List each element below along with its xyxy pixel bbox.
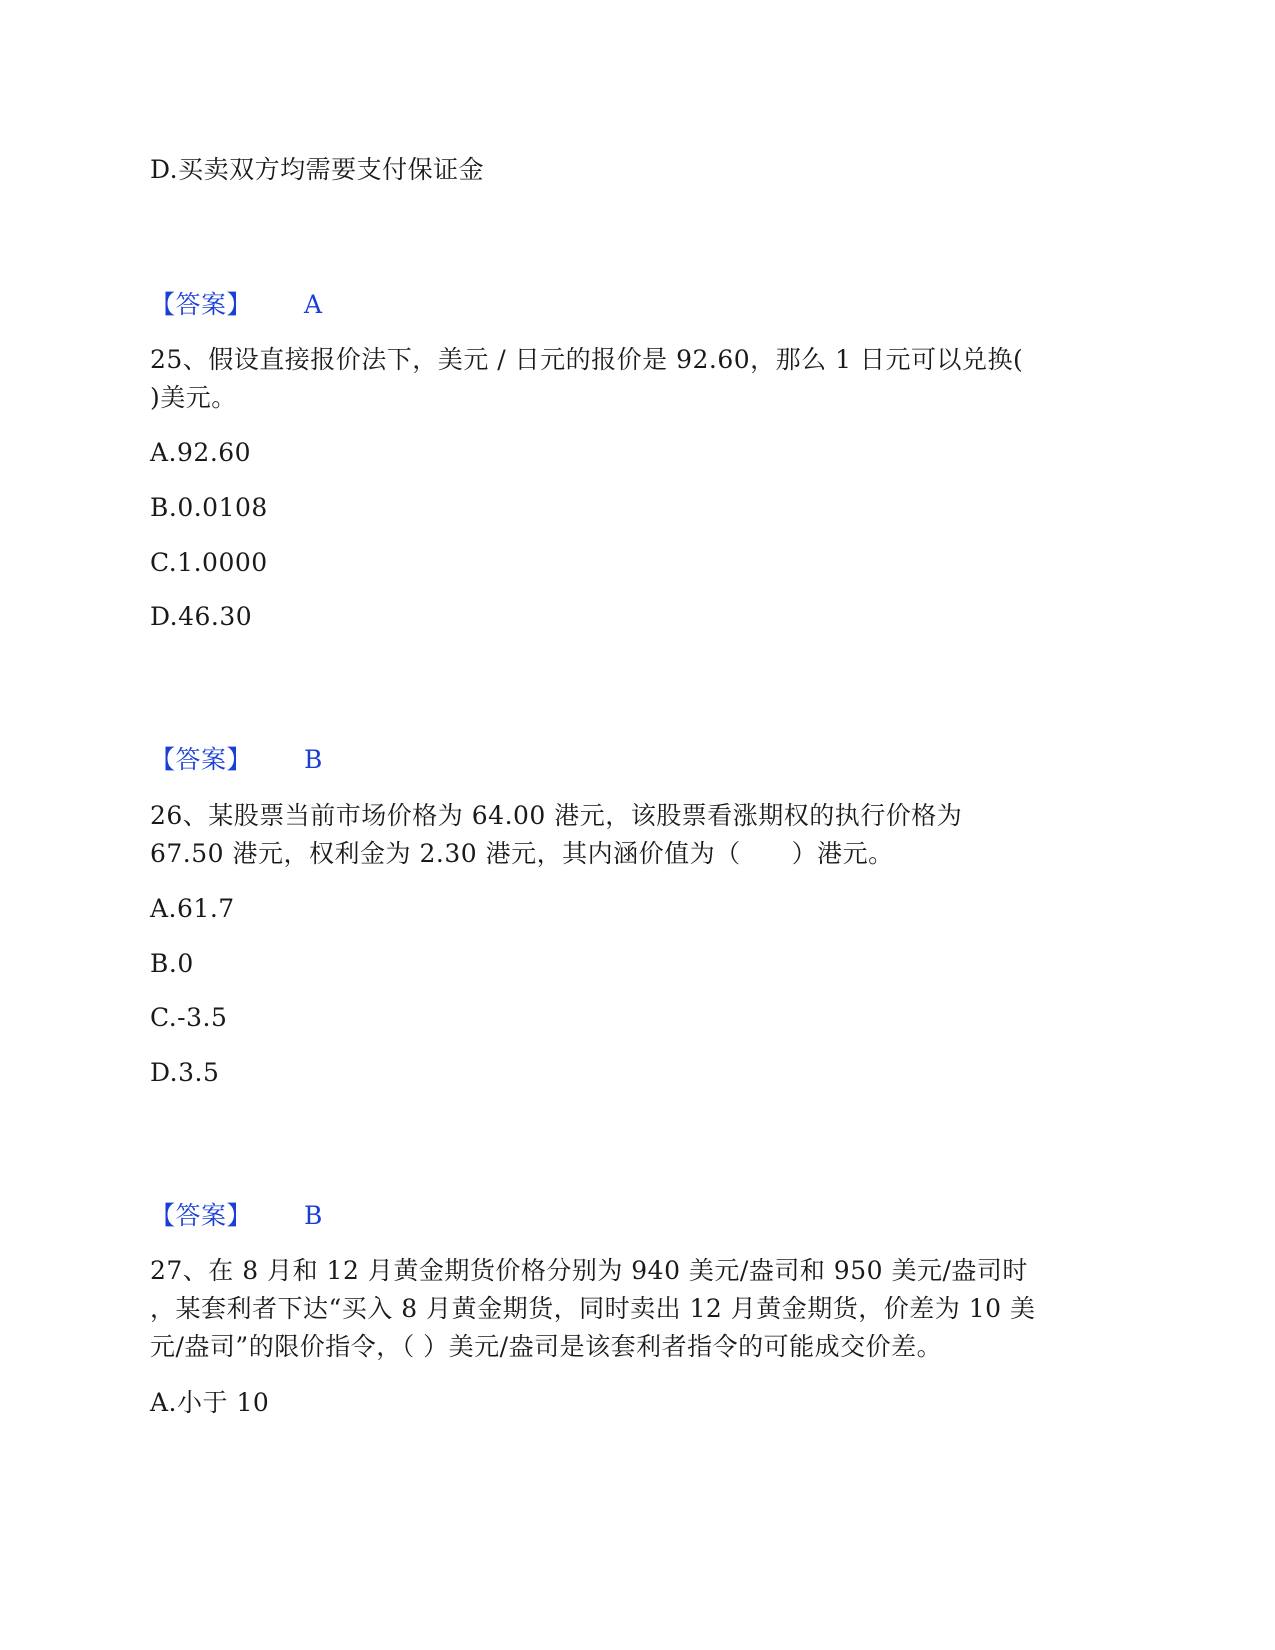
answer-label: 【答案】	[150, 745, 253, 774]
q26-answer	[150, 1196, 323, 1236]
q27-option-a: A.小于 10	[150, 1388, 270, 1417]
q27-stem-line-1: 27、在 8 月和 12 月黄金期货价格分别为 940 美元/盎司和 950 美元/盎司时	[150, 1256, 1028, 1285]
q26-stem-line-1: 26、某股票当前市场价格为 64.00 港元，该股票看涨期权的执行价格为	[150, 801, 963, 830]
q26-option-a: A.61.7	[150, 894, 235, 923]
q27-stem-line-3: 元/盎司”的限价指令，（ ）美元/盎司是该套利者指令的可能成交价差。	[150, 1332, 943, 1361]
q25-answer	[150, 740, 323, 780]
q25-stem-line-2: )美元。	[150, 383, 237, 412]
q26-option-c: C.-3.5	[150, 1003, 228, 1032]
q26-option-b: B.0	[150, 949, 194, 978]
q27-stem-line-2: ，某套利者下达“买入 8 月黄金期货，同时卖出 12 月黄金期货，价差为 10 美	[150, 1294, 1036, 1323]
q25-option-c: C.1.0000	[150, 548, 268, 577]
answer-value: B	[304, 745, 323, 774]
q25-option-a: A.92.60	[150, 438, 252, 467]
q24-answer	[150, 285, 323, 325]
q26-stem-line-2: 67.50 港元，权利金为 2.30 港元，其内涵价值为（ ）港元。	[150, 839, 894, 868]
answer-label: 【答案】	[150, 1201, 253, 1230]
answer-value: B	[304, 1201, 323, 1230]
answer-value: A	[304, 290, 323, 319]
q24-option-d: D.买卖双方均需要支付保证金	[150, 155, 485, 184]
q25-stem-line-1: 25、假设直接报价法下，美元 / 日元的报价是 92.60，那么 1 日元可以兑换(	[150, 345, 1024, 374]
q25-option-b: B.0.0108	[150, 493, 268, 522]
q25-option-d: D.46.30	[150, 602, 253, 631]
q26-option-d: D.3.5	[150, 1058, 220, 1087]
answer-label: 【答案】	[150, 290, 253, 319]
